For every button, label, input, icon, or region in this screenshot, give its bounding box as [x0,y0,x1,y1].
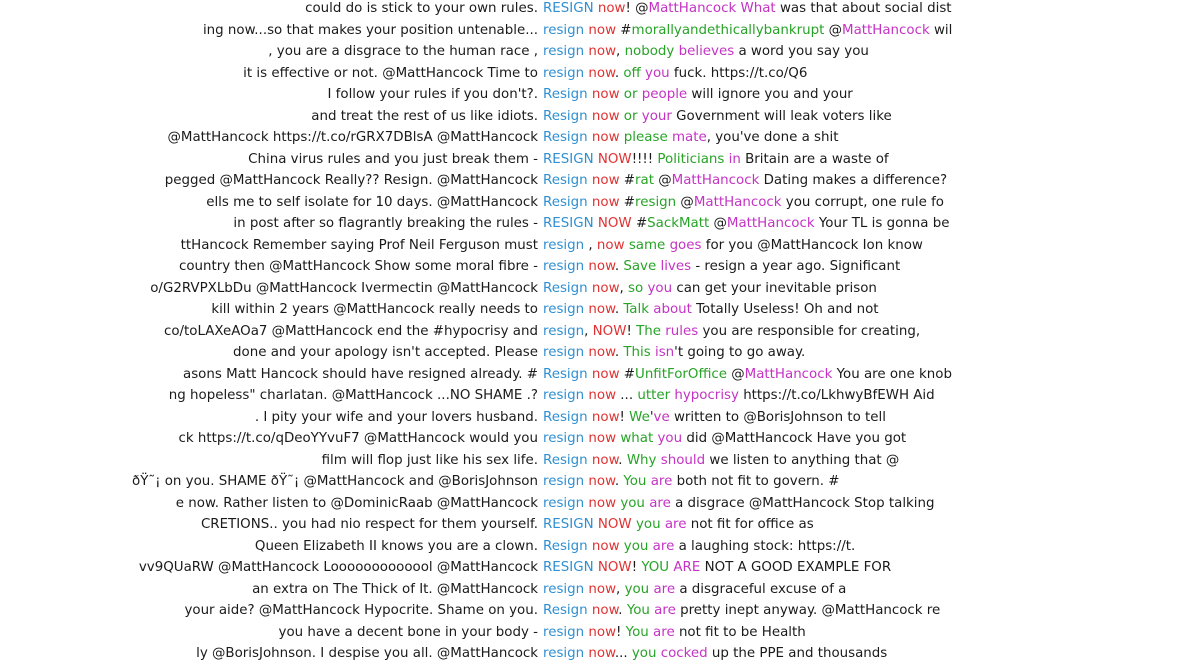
left-context: you have a decent bone in your body - [278,624,538,640]
context-text: 't going to go away. [674,345,806,360]
concordance-line [0,106,1200,128]
concordance-line [0,213,1200,235]
concordance-line [0,342,1200,364]
collocate-1: Talk [623,302,649,317]
collocate-1: YOU [641,560,670,575]
concordance-line [0,536,1200,558]
keyword-and-right-context [543,622,806,644]
context-text: # [619,194,636,210]
keyword-now: now [591,87,620,102]
keyword-now: now [591,108,620,124]
left-context: e now. Rather listen to @DominicRaab @MattHancock [175,495,538,511]
context-text: ! [616,624,626,640]
concordance-line [0,579,1200,601]
collocate-1: Why [626,452,657,468]
collocate-2: goes [669,237,702,253]
concordance-line [0,149,1200,171]
keyword-and-right-context [543,557,891,579]
keyword-now: now [588,65,615,81]
context-text: # [631,216,648,231]
collocate-2: you [657,431,683,446]
collocate-2: people [641,87,688,102]
context-text: https://t.co/LkhwyBfEWH Aid [738,388,935,403]
context-text: you are responsible for creating, [698,323,921,339]
concordance-line [0,407,1200,429]
context-text: ... [616,388,638,403]
left-context: asons Matt Hancock should have resigned already. # [183,366,538,382]
keyword-resign: Resign [543,280,588,296]
context-text: # [616,22,632,38]
collocate-1: nobody [624,44,675,59]
keyword-and-right-context [543,428,906,450]
keyword-now: now [591,366,620,382]
left-context: ells me to self isolate for 10 days. @MattHancock [206,194,538,210]
collocate-1: morallyandethicallybankrupt [631,22,825,38]
concordance-line [0,321,1200,343]
left-context: vv9QUaRW @MattHancock Looooooooooool @MattHancock [138,560,538,575]
keyword-now: now [588,44,617,59]
left-context: in post after so flagrantly breaking the rules - [233,216,538,231]
concordance-line [0,278,1200,300]
context-text: ! @ [625,1,649,16]
left-context: ly @BorisJohnson. I despise you all. @MattHancock [196,646,538,661]
keyword-and-right-context [543,213,949,235]
keyword-and-right-context [543,364,952,386]
left-context: Queen Elizabeth II knows you are a clown. [254,538,538,554]
keyword-now: now [588,345,615,360]
context-text: ! [626,323,637,339]
collocate-2: are [653,624,675,640]
collocate-2: ve [653,409,670,425]
left-context: kill within 2 years @MattHancock really needs to [211,302,538,317]
collocate-2: are [652,538,675,554]
context-text: @ [653,173,672,188]
context-text: you corrupt, one rule fo [781,194,945,210]
left-context: @MattHancock https://t.co/rGRX7DBlsA @MattHancock [167,130,538,145]
concordance-line [0,192,1200,214]
collocate-1: you [624,581,650,597]
collocate-2: rules [665,323,699,339]
collocate-2: should [660,452,706,468]
context-text: was that about social dist [775,1,952,16]
collocate-2: MattHancock [671,173,760,188]
keyword-and-right-context [543,235,923,257]
context-text: @ [676,194,694,210]
keyword-and-right-context [543,643,887,665]
keyword-now: now [591,452,619,468]
context-text: pretty inept anyway. @MattHancock re [675,603,941,618]
keyword-resign: RESIGN [543,151,594,167]
left-context: country then @MattHancock Show some moral fibre - [178,259,538,274]
concordance-line [0,643,1200,665]
concordance-line [0,235,1200,257]
context-text: can get your inevitable prison [672,280,877,296]
collocate-2: ARE [673,560,701,575]
keyword-now: now [591,603,619,618]
collocate-2: you [647,280,673,296]
left-context: an extra on The Thick of It. @MattHancock [252,581,538,597]
collocate-1: resign [635,194,677,210]
collocate-2: mate [671,130,707,145]
collocate-1: Politicians [657,151,725,167]
keyword-now: now [588,302,615,317]
context-text: a word you say you [734,44,869,59]
keyword-and-right-context [543,514,814,536]
left-context: CRETIONS.. you had nio respect for them yourself. [200,517,538,532]
collocate-2: believes [678,44,735,59]
context-text: Totally Useless! Oh and not [691,302,879,317]
keyword-resign: Resign [543,603,588,618]
collocate-2: in [728,151,741,167]
keyword-resign: resign [543,624,585,640]
collocate-1: This [623,345,651,360]
keyword-now: now [591,173,620,188]
collocate-2: MattHancock [842,22,930,38]
collocate-1: utter [637,388,671,403]
keyword-and-right-context [543,0,952,20]
left-context: ing now...so that makes your position untenable... [202,22,538,38]
keyword-and-right-context [543,84,853,106]
keyword-resign: resign [543,65,585,81]
context-text: ... [614,646,632,661]
context-text: both not fit to govern. # [672,474,840,489]
context-text: wil [929,22,953,38]
context-text: ! [631,560,642,575]
concordance-line [0,385,1200,407]
keyword-resign: resign [543,44,585,59]
collocate-2: hypocrisy [674,388,739,403]
keyword-now: NOW [597,216,632,231]
keyword-resign: Resign [543,173,588,188]
context-text: not fit for office as [686,517,814,532]
left-context: it is effective or not. @MattHancock Time to [243,65,538,81]
keyword-resign: Resign [543,538,588,554]
keyword-resign: RESIGN [543,560,594,575]
keyword-now: now [588,624,617,640]
collocate-2: What [740,1,776,16]
concordance-line [0,493,1200,515]
keyword-resign: RESIGN [543,517,594,532]
collocate-1: We [629,409,650,425]
context-text: , [619,280,629,296]
concordance-line [0,428,1200,450]
left-context: China virus rules and you just break them - [248,151,538,167]
keyword-now: now [588,646,615,661]
left-context: could do is stick to your own rules. [305,1,538,16]
keyword-resign: resign [543,431,585,446]
keyword-resign: resign [543,302,585,317]
collocate-2: about [653,302,692,317]
keyword-now: NOW [597,151,632,167]
collocate-2: are [650,474,673,489]
collocate-1: you [635,517,661,532]
left-context: film will flop just like his sex life. [321,452,538,468]
context-text: not fit to be Health [674,624,806,640]
keyword-and-right-context [543,106,892,128]
keyword-and-right-context [543,149,889,171]
context-text: ' [649,409,654,425]
left-context: your aide? @MattHancock Hypocrite. Shame on you. [184,603,538,618]
collocate-1: please [623,130,668,145]
collocate-2: your [641,108,672,124]
collocate-2: MattHancock [726,216,815,231]
keyword-and-right-context [543,385,935,407]
context-text: written to @BorisJohnson to tell [669,409,886,425]
context-text: , [616,581,625,597]
keyword-resign: resign [543,474,585,489]
collocate-2: isn [654,345,675,360]
keyword-and-right-context [543,471,839,493]
keyword-now: now [591,194,620,210]
collocate-1: you [631,646,657,661]
keyword-and-right-context [543,192,944,214]
keyword-and-right-context [543,41,869,63]
keyword-now: now [591,409,620,425]
collocate-1: what [620,431,654,446]
left-context: and treat the rest of us like idiots. [311,108,538,124]
context-text: Government will leak voters like [671,108,892,124]
keyword-resign: Resign [543,87,588,102]
keyword-and-right-context [543,536,855,558]
concordance-line [0,170,1200,192]
keyword-now: now [588,581,617,597]
concordance-line [0,63,1200,85]
collocate-1: UnfitForOffice [635,366,727,382]
context-text: # [619,366,636,382]
keyword-resign: resign [543,323,585,339]
left-context: co/toLAXeAOa7 @MattHancock end the #hypocrisy and [163,323,538,339]
keyword-now: now [588,388,617,403]
context-text: . [618,452,627,468]
collocate-2: are [649,495,671,511]
left-context: ck https://t.co/qDeoYYvuF7 @MattHancock would you [178,431,538,446]
context-text: , [616,44,625,59]
concordance-line [0,41,1200,63]
collocate-1: You [623,474,647,489]
collocate-2: MattHancock [648,1,737,16]
collocate-1: The [636,323,661,339]
context-text: - resign a year ago. Significant [691,259,901,274]
keyword-resign: Resign [543,194,588,210]
keyword-now: now [591,280,620,296]
keyword-and-right-context [543,493,935,515]
collocate-1: rat [635,173,654,188]
keyword-resign: RESIGN [543,1,594,16]
context-text: , [584,323,593,339]
left-context: I follow your rules if you don't?. [327,87,538,102]
collocate-1: same [628,237,666,253]
keyword-now: now [588,431,617,446]
keyword-resign: Resign [543,366,588,382]
keyword-resign: resign [543,388,585,403]
concordance-line [0,0,1200,20]
context-text: @ [824,22,843,38]
context-text: for you @MattHancock Ion know [701,237,923,253]
keyword-and-right-context [543,600,940,622]
keyword-resign: resign [543,259,585,274]
concordance-line [0,514,1200,536]
collocate-2: MattHancock [693,194,782,210]
left-context: o/G2RVPXLbDu @MattHancock Ivermectin @MattHancock [150,280,538,296]
collocate-1: you [623,538,649,554]
keyword-resign: Resign [543,108,588,124]
context-text: will ignore you and your [687,87,853,102]
collocate-2: are [654,603,676,618]
context-text: , you've done a shit [706,130,839,145]
concordance-line [0,557,1200,579]
keyword-resign: resign [543,495,585,511]
concordance-line [0,256,1200,278]
keyword-resign: resign [543,237,585,253]
keyword-and-right-context [543,299,879,321]
keyword-now: NOW [597,517,632,532]
context-text: . [614,65,624,81]
concordance-line [0,450,1200,472]
left-context: ttHancock Remember saying Prof Neil Ferguson must [180,237,538,253]
context-text: up the PPE and thousands [707,646,888,661]
collocate-1: You [625,624,649,640]
keyword-now: now [596,237,625,253]
keyword-now: now [591,538,620,554]
context-text: ! [619,409,630,425]
left-context: . I pity your wife and your lovers husband. [254,409,538,425]
keyword-resign: resign [543,581,585,597]
keyword-and-right-context [543,63,807,85]
keyword-now: now [588,495,617,511]
keyword-now: NOW [597,560,632,575]
keyword-now: now [588,22,617,38]
collocate-1: Save [623,259,657,274]
keyword-now: now [588,259,615,274]
keyword-resign: resign [543,345,585,360]
concordance-line [0,364,1200,386]
left-context: ng hopeless" charlatan. @MattHancock ...NO SHAME .? [168,388,538,403]
keyword-and-right-context [543,20,952,42]
concordance-line [0,622,1200,644]
collocate-1: so [628,280,644,296]
context-text: NOT A GOOD EXAMPLE FOR [700,560,892,575]
keyword-and-right-context [543,127,839,149]
collocate-2: MattHancock [744,366,833,382]
context-text: . [618,603,627,618]
keyword-now: now [597,1,626,16]
context-text: You are one knob [832,366,952,382]
context-text: @ [727,366,745,382]
context-text: Dating makes a difference? [759,173,948,188]
left-context: pegged @MattHancock Really?? Resign. @MattHancock [164,173,538,188]
collocate-2: cocked [660,646,708,661]
context-text: Britain are a waste of [740,151,889,167]
keyword-now: now [591,130,620,145]
keyword-resign: resign [543,646,585,661]
context-text: we listen to anything that @ [705,452,900,468]
collocate-1: you [620,495,645,511]
context-text: a disgraceful excuse of a [675,581,847,597]
context-text: Your TL is gonna be [814,216,950,231]
concordance-line [0,600,1200,622]
context-text: . [614,302,624,317]
context-text: a laughing stock: https://t. [674,538,856,554]
keyword-and-right-context [543,579,846,601]
keyword-now: now [588,474,615,489]
keyword-and-right-context [543,278,877,300]
context-text: did @MattHancock Have you got [682,431,907,446]
context-text: fuck. https://t.co/Q6 [669,65,808,81]
keyword-and-right-context [543,407,886,429]
context-text: . [614,259,624,274]
context-text: , [584,237,597,253]
keyword-and-right-context [543,321,920,343]
collocate-1: You [626,603,650,618]
collocate-1: SackMatt [647,216,710,231]
context-text: # [619,173,636,188]
keyword-resign: resign [543,22,585,38]
concordance-line [0,299,1200,321]
concordance-line [0,84,1200,106]
collocate-2: are [653,581,676,597]
keyword-resign: RESIGN [543,216,594,231]
keyword-resign: Resign [543,452,588,468]
left-context: done and your apology isn't accepted. Please [233,345,538,360]
collocate-2: are [664,517,687,532]
collocate-1: off [623,65,641,81]
concordance-line [0,20,1200,42]
left-context: , you are a disgrace to the human race , [268,44,538,59]
keyword-resign: Resign [543,130,588,145]
keyword-and-right-context [543,450,899,472]
concordance-line [0,471,1200,493]
collocate-2: you [645,65,670,81]
context-text: !!!! [631,151,658,167]
context-text: a disgrace @MattHancock Stop talking [670,495,935,511]
collocate-2: lives [660,259,692,274]
collocate-1: or [623,108,638,124]
context-text: @ [709,216,727,231]
keyword-resign: Resign [543,409,588,425]
keyword-now: NOW [592,323,627,339]
concordance-line [0,127,1200,149]
keyword-and-right-context [543,170,947,192]
keyword-and-right-context [543,256,900,278]
collocate-1: or [623,87,638,102]
context-text: . [614,345,624,360]
left-context: ðŸ˜¡ on you. SHAME ðŸ˜¡ @MattHancock and @BorisJohnson [132,474,538,489]
context-text: . [614,474,624,489]
keyword-and-right-context [543,342,805,364]
